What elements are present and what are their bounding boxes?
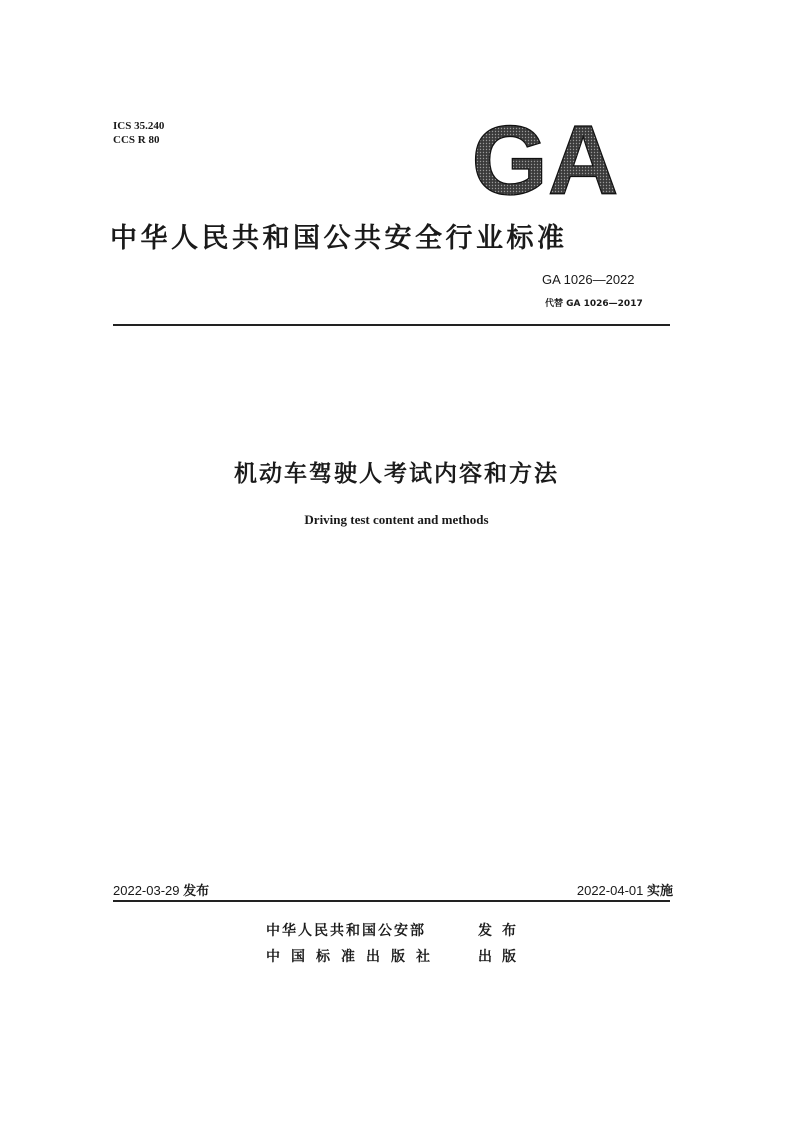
standard-category-title: 中华人民共和国公共安全行业标准 [110, 223, 568, 254]
replaces-standard: 代替 GA 1026—2017 [545, 299, 643, 309]
publisher-action: 出版 [478, 949, 526, 965]
publisher-org: 中国标准出版社 [266, 949, 441, 965]
issue-date [113, 880, 209, 899]
classification-codes [113, 119, 164, 147]
effective-date-label: 实施 [646, 884, 673, 899]
document-subtitle: Driving test content and methods [304, 512, 489, 527]
ccs-code: CCS R 80 [113, 134, 160, 146]
ga-logo [470, 112, 620, 208]
publisher-org: 中华人民共和国公安部 [266, 923, 426, 939]
publisher-action: 发布 [478, 923, 526, 939]
header-divider [113, 324, 670, 326]
document-title: 机动车驾驶人考试内容和方法 [234, 461, 559, 487]
publisher-row-issuer [266, 920, 526, 940]
ga-logo-text: GA [471, 112, 619, 208]
effective-date-value: 2022-04-01 [576, 883, 644, 898]
issue-date-value: 2022-03-29 [113, 883, 180, 898]
publisher-row-press [266, 946, 526, 966]
ics-code: ICS 35.240 [113, 120, 165, 132]
footer-divider [113, 900, 670, 902]
effective-date [577, 880, 673, 899]
issue-date-label: 发布 [183, 884, 210, 899]
standard-code: GA 1026—2022 [542, 272, 635, 287]
